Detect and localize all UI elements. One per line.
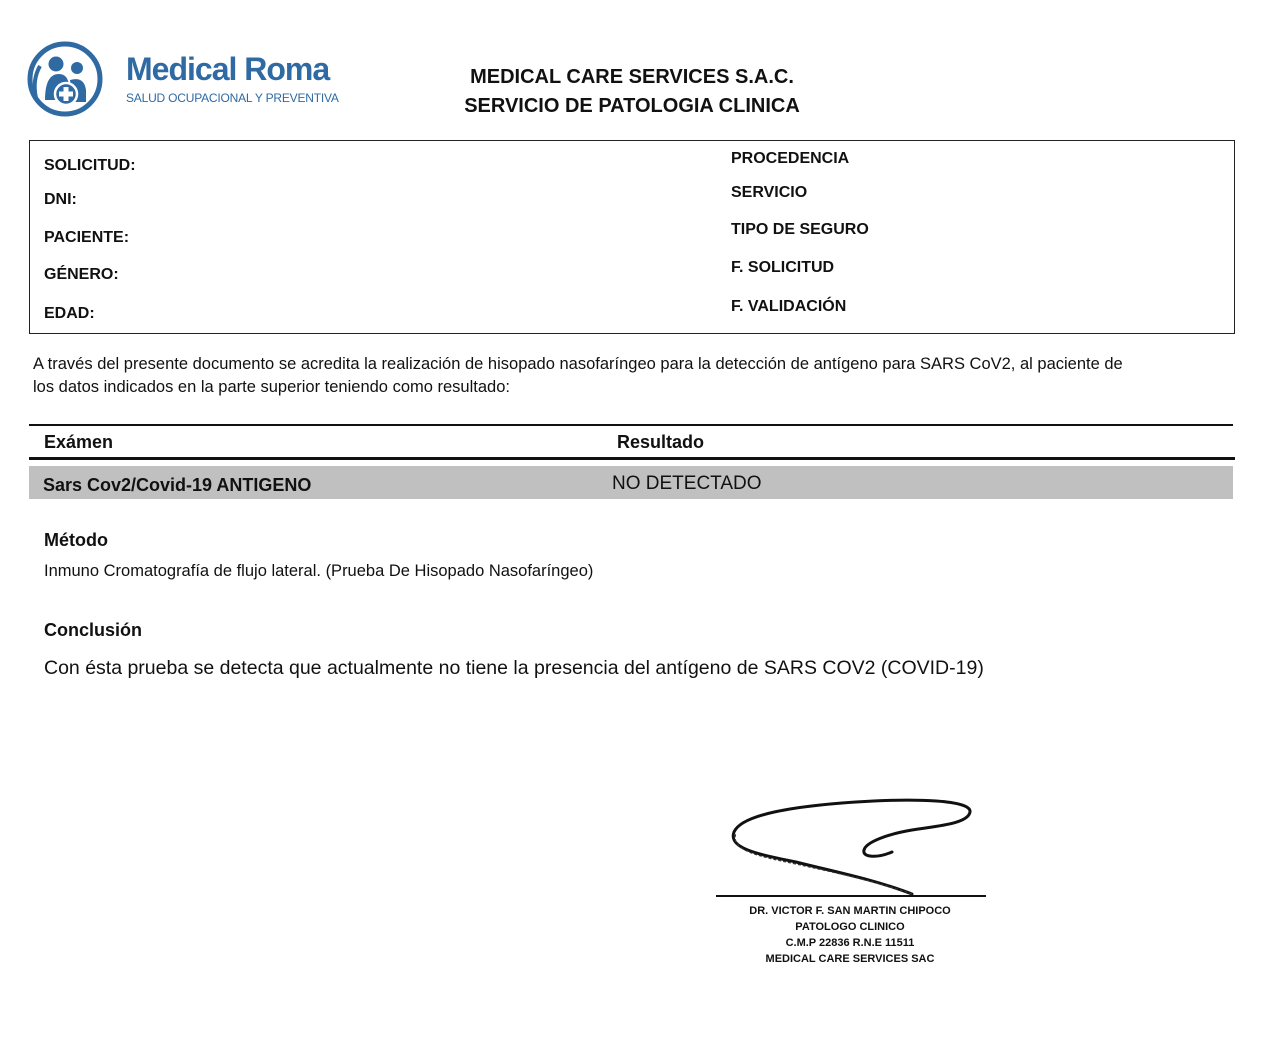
method-text: Inmuno Cromatografía de flujo lateral. (Prueba De Hisopado Nasofaríngeo) bbox=[44, 562, 594, 580]
label-servicio: SERVICIO bbox=[731, 184, 808, 201]
brand-tagline: SALUD OCUPACIONAL Y PREVENTIVA bbox=[126, 91, 339, 105]
results-top-divider bbox=[29, 424, 1233, 426]
signer-name: DR. VICTOR F. SAN MARTIN CHIPOCO bbox=[749, 905, 951, 917]
document-header bbox=[382, 63, 882, 121]
label-tipo-seguro: TIPO DE SEGURO bbox=[731, 221, 869, 238]
label-edad: EDAD: bbox=[44, 305, 95, 322]
signer-registration: C.M.P 22836 R.N.E 11511 bbox=[785, 937, 915, 949]
label-dni: DNI: bbox=[44, 191, 77, 208]
label-fecha-validacion: F. VALIDACIÓN bbox=[731, 298, 847, 315]
signer-block bbox=[716, 903, 984, 967]
signer-role: PATOLOGO CLINICO bbox=[795, 921, 905, 933]
table-row bbox=[29, 466, 1233, 499]
intro-paragraph: A través del presente documento se acredita la realización de hisopado nasofaríngeo para la detección de antígeno para SARS CoV2, al paciente de los datos indicados en la parte superior teniendo como resultado: bbox=[33, 355, 1123, 396]
column-header-result: Resultado bbox=[617, 432, 705, 452]
brand-name: Medical Roma bbox=[126, 51, 330, 87]
family-care-icon bbox=[26, 40, 106, 120]
result-value: NO DETECTADO bbox=[612, 473, 762, 494]
result-exam-name: Sars Cov2/Covid-19 ANTIGENO bbox=[43, 475, 312, 495]
results-header-divider bbox=[29, 457, 1235, 460]
signer-company: MEDICAL CARE SERVICES SAC bbox=[765, 953, 935, 965]
label-solicitud: SOLICITUD: bbox=[44, 157, 136, 174]
signature-line bbox=[716, 895, 986, 897]
label-procedencia: PROCEDENCIA bbox=[731, 150, 850, 167]
label-fecha-solicitud: F. SOLICITUD bbox=[731, 259, 835, 276]
conclusion-text: Con ésta prueba se detecta que actualmente no tiene la presencia del antígeno de SARS COV2 (COVID-19) bbox=[44, 657, 984, 679]
conclusion-title: Conclusión bbox=[44, 620, 142, 640]
label-genero: GÉNERO: bbox=[44, 266, 119, 283]
department-title: SERVICIO DE PATOLOGIA CLINICA bbox=[464, 95, 800, 117]
company-title: MEDICAL CARE SERVICES S.A.C. bbox=[470, 66, 794, 88]
patient-info-box bbox=[29, 140, 1235, 334]
label-paciente: PACIENTE: bbox=[44, 229, 130, 246]
signature-image bbox=[716, 792, 986, 896]
column-header-exam: Exámen bbox=[44, 432, 114, 452]
company-logo bbox=[26, 40, 356, 120]
method-title: Método bbox=[44, 530, 108, 550]
